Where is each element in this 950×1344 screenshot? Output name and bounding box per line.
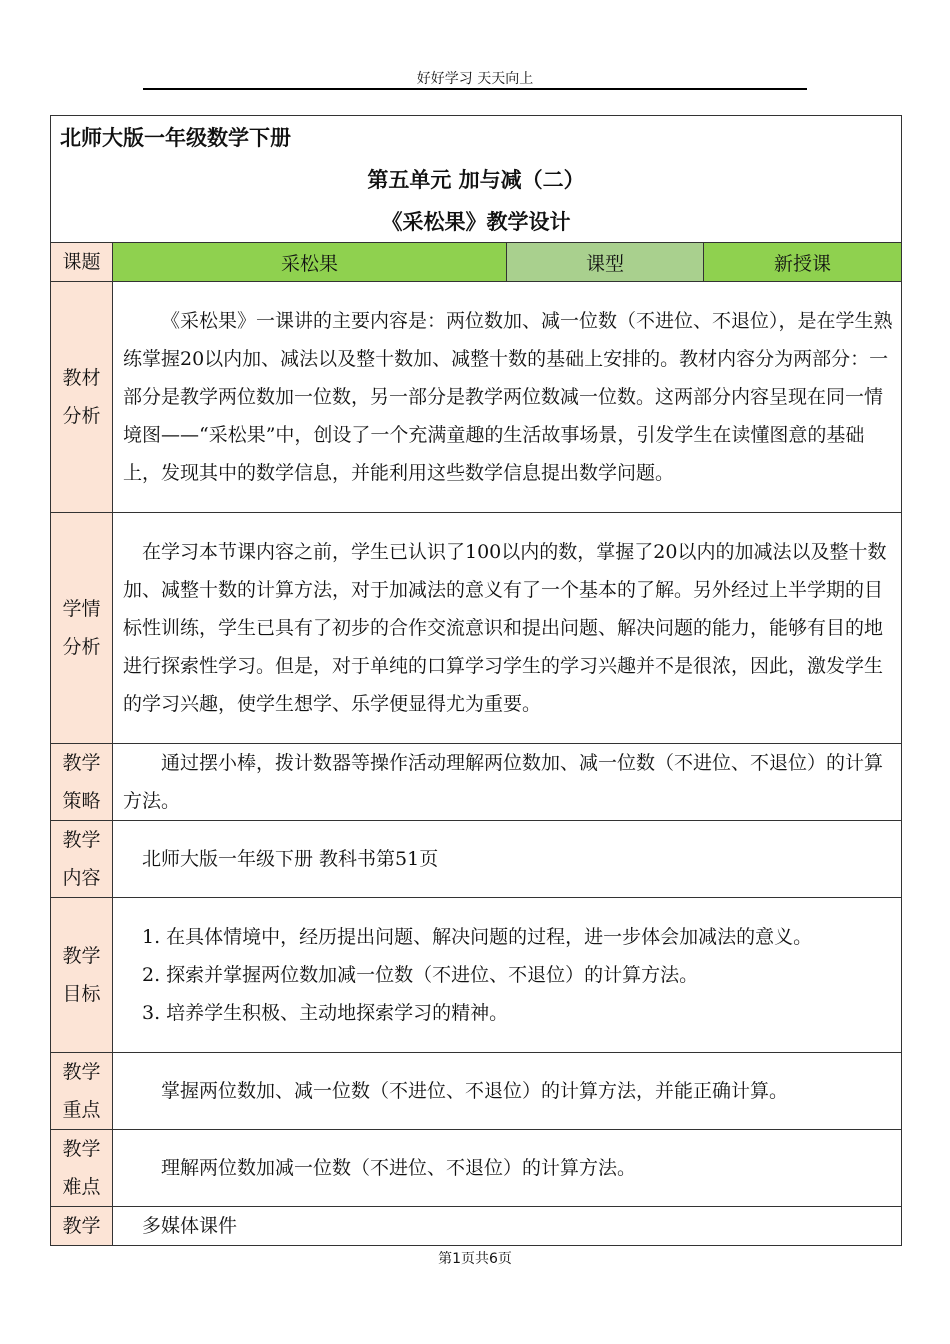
type-label: 课型 [507,243,704,282]
key-label: 教学重点 [51,1053,113,1130]
strategy-text: 通过摆小棒，拨计数器等操作活动理解两位数加、减一位数（不进位、不退位）的计算方法。 [113,744,902,821]
key-row [51,1053,902,1130]
goals-row [51,898,902,1053]
students-label: 学情分析 [51,513,113,744]
key-text: 掌握两位数加、减一位数（不进位、不退位）的计算方法，并能正确计算。 [113,1053,902,1130]
book-title: 北师大版一年级数学下册 [60,126,291,150]
difficult-row [51,1130,902,1207]
content-label: 教学内容 [51,821,113,898]
lesson-plan-table [50,115,902,1246]
difficult-label: 教学难点 [51,1130,113,1207]
material-text: 《采松果》一课讲的主要内容是：两位数加、减一位数（不进位、不退位），是在学生熟练掌握20以内加、减法以及整十数加、减整十数的基础上安排的。教材内容分为两部分：一部分是教学两位数加一位数，另一部分是教学两位数减一位数。这两部分内容呈现在同一情境图——“采松果”中，创设了一个充满童趣的生活故事场景，引发学生在读懂图意的基础上，发现其中的数学信息，并能利用这些数学信息提出数学问题。 [113,282,902,513]
material-label: 教材分析 [51,282,113,513]
page-header: 好好学习 天天向上 [416,71,534,87]
goals-text [113,898,902,1053]
material-row [51,282,902,513]
page-footer: 第1页共6页 [438,1251,512,1267]
type-value: 新授课 [704,243,902,282]
topic-label: 课题 [51,243,113,282]
content-text: 北师大版一年级下册 教科书第51页 [113,821,902,898]
header-rule [143,88,807,90]
goals-label: 教学目标 [51,898,113,1053]
topic-row [51,243,902,282]
content-row [51,821,902,898]
difficult-text: 理解两位数加减一位数（不进位、不退位）的计算方法。 [113,1130,902,1207]
strategy-label: 教学策略 [51,744,113,821]
lesson-title: 《采松果》教学设计 [381,210,571,234]
prep-label: 教学 [51,1207,113,1246]
topic-value: 采松果 [113,243,507,282]
title-cell [51,116,902,243]
goal-item-2: 2. 探索并掌握两位数加减一位数（不进位、不退位）的计算方法。 [142,964,699,986]
strategy-row [51,744,902,821]
students-text: 在学习本节课内容之前，学生已认识了100以内的数，掌握了20以内的加减法以及整十数加、减整十数的计算方法，对于加减法的意义有了一个基本的了解。另外经过上半学期的目标性训练，学生已具有了初步的合作交流意识和提出问题、解决问题的能力，能够有目的地进行探索性学习。但是，对于单纯的口算学习学生的学习兴趣并不是很浓，因此，激发学生的学习兴趣，使学生想学、乐学便显得尤为重要。 [113,513,902,744]
goal-item-1: 1. 在具体情境中，经历提出问题、解决问题的过程，进一步体会加减法的意义。 [142,926,813,948]
goal-item-3: 3. 培养学生积极、主动地探索学习的精神。 [142,1002,509,1024]
students-row [51,513,902,744]
unit-title: 第五单元 加与减（二） [367,168,585,192]
prep-text: 多媒体课件 [113,1207,902,1246]
prep-row [51,1207,902,1246]
